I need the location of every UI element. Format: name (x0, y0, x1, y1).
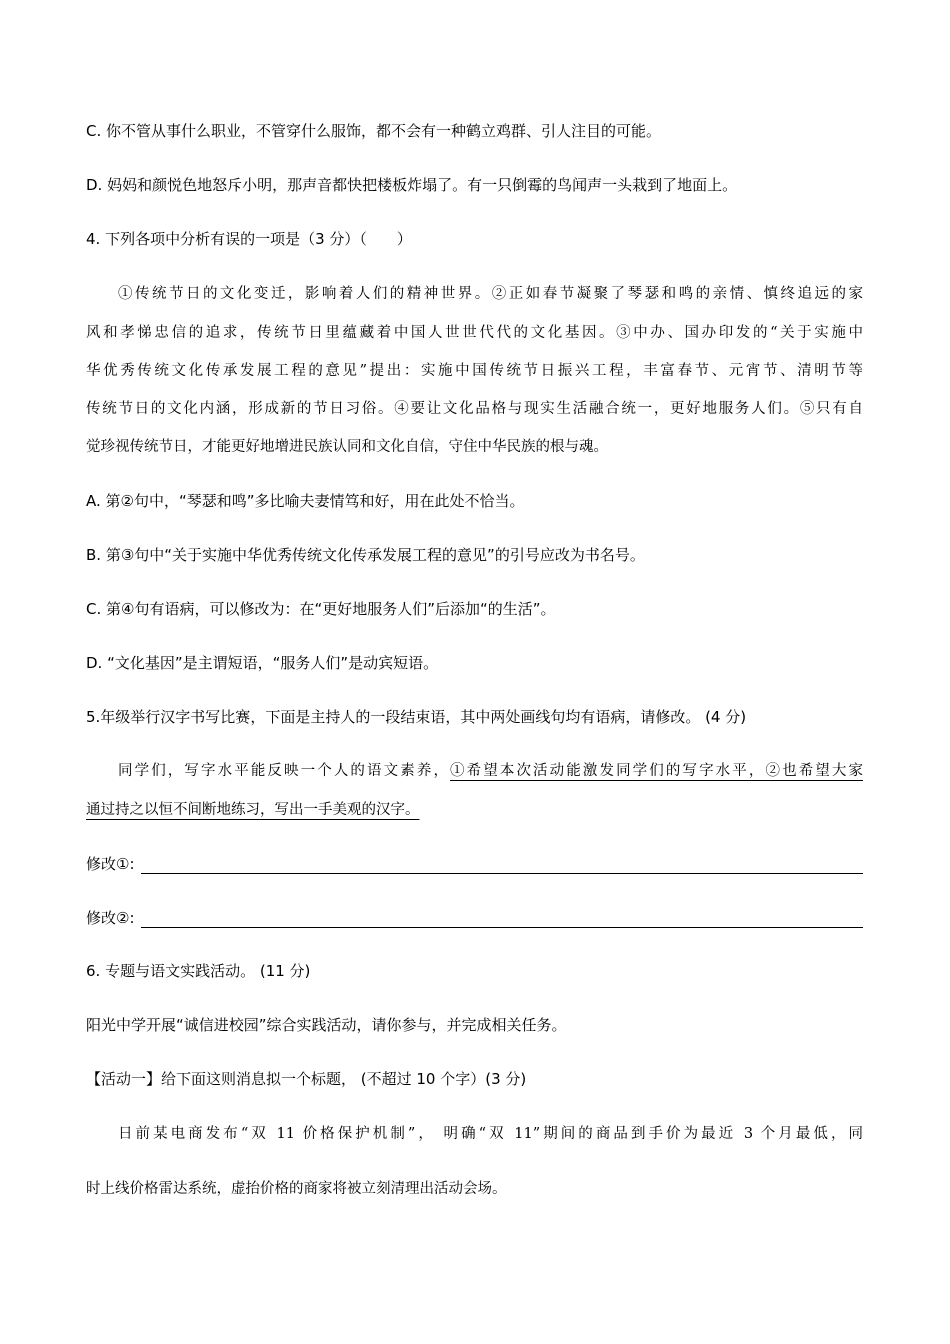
q5-fix1-row (86, 854, 863, 874)
q5-passage-line (118, 761, 863, 781)
q6-news-line: 日前某电商发布“双 11 价格保护机制”， 明确“双 11”期间的商品到手价为最近 3 个月最低，同 (118, 1126, 863, 1142)
q5-fix2-row (86, 908, 863, 928)
q5-fix1-label: 修改①: (86, 855, 135, 873)
q4-stem: 4. 下列各项中分析有误的一项是（3 分）（ ） (86, 230, 412, 248)
q4-option-a: A. 第②句中，“琴瑟和鸣”多比喻夫妻情笃和好，用在此处不恰当。 (86, 492, 525, 510)
q5-fix2-answer-line[interactable] (141, 911, 863, 928)
q6-news-line: 时上线价格雷达系统，虚抬价格的商家将被立刻清理出活动会场。 (86, 1181, 507, 1197)
q4-passage-line: 华优秀传统文化传承发展工程的意见”提出：实施中国传统节日振兴工程，丰富春节、元宵节、清明节等 (86, 363, 863, 379)
q4-passage-line: 风和孝悌忠信的追求，传统节日里蕴藏着中国人世世代代的文化基因。③中办、国办印发的“关于实施中 (86, 325, 863, 341)
q4-passage-line: 传统节日的文化内涵，形成新的节日习俗。④要让文化品格与现实生活融合统一，更好地服务人们。⑤只有自 (86, 401, 863, 417)
q5-passage-line (86, 800, 420, 820)
q4-passage-line: ①传统节日的文化变迁，影响着人们的精神世界。②正如春节凝聚了琴瑟和鸣的亲情、慎终追远的家 (118, 286, 863, 302)
q5-fix2-label: 修改②: (86, 909, 135, 927)
q4-option-b: B. 第③句中“关于实施中华优秀传统文化传承发展工程的意见”的引号应改为书名号。 (86, 546, 645, 564)
q5-underlined-sentence: ①希望本次活动能激发同学们的写字水平，②也希望大家 (450, 763, 863, 779)
q6-intro: 阳光中学开展“诚信进校园”综合实践活动，请你参与，并完成相关任务。 (86, 1016, 567, 1034)
q6-stem: 6. 专题与语文实践活动。 (11 分) (86, 962, 311, 980)
q6-activity-one: 【活动一】给下面这则消息拟一个标题， (不超过 10 个字）(3 分) (86, 1070, 527, 1088)
q5-underlined-sentence: 通过持之以恒不间断地练习，写出一手美观的汉字。 (86, 802, 420, 818)
q4-passage-line: 觉珍视传统节日，才能更好地增进民族认同和文化自信，守住中华民族的根与魂。 (86, 439, 608, 455)
q4-option-d: D. “文化基因”是主谓短语，“服务人们”是动宾短语。 (86, 654, 439, 672)
q3-option-c: C. 你不管从事什么职业，不管穿什么服饰，都不会有一种鹤立鸡群、引人注目的可能。 (86, 122, 662, 140)
q5-stem: 5.年级举行汉字书写比赛，下面是主持人的一段结束语，其中两处画线句均有语病，请修改。 (4 分) (86, 708, 747, 726)
q5-passage-text: 同学们，写字水平能反映一个人的语文素养， (118, 763, 451, 779)
q5-fix1-answer-line[interactable] (141, 857, 863, 874)
q4-option-c: C. 第④句有语病，可以修改为：在“更好地服务人们”后添加“的生活”。 (86, 600, 556, 618)
q3-option-d: D. 妈妈和颜悦色地怒斥小明，那声音都快把楼板炸塌了。有一只倒霉的鸟闻声一头栽到了地面上。 (86, 176, 738, 194)
